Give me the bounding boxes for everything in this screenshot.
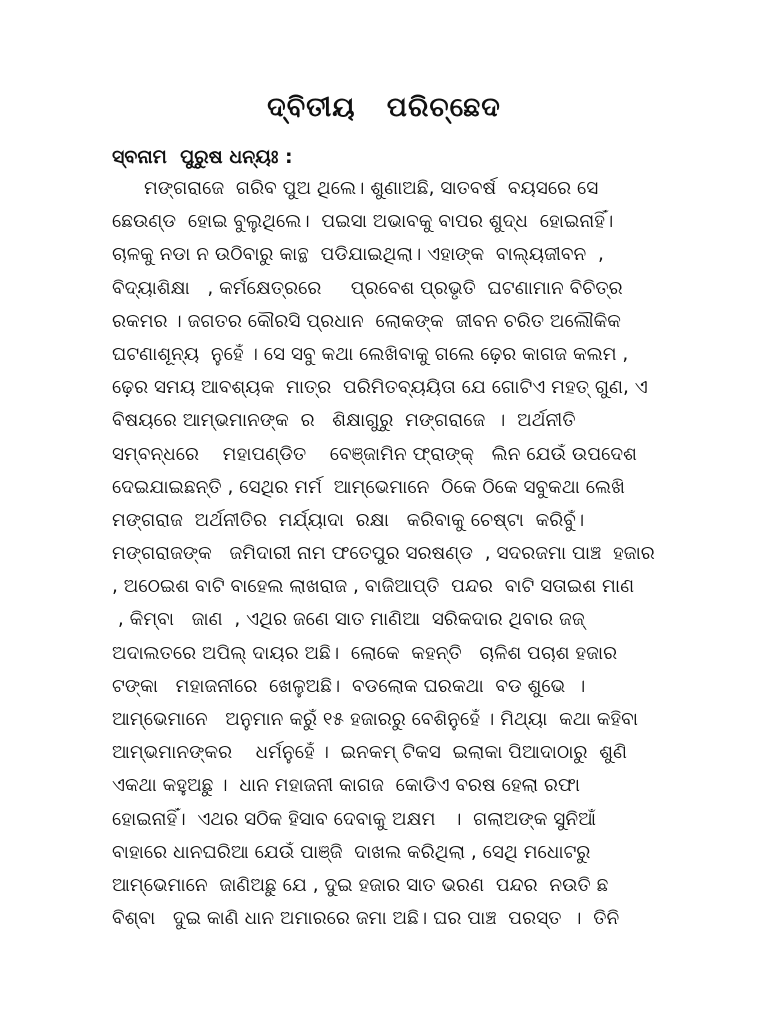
text-line: ଟଙ୍କା ମହାଜନୀରେ ଖେଳୁଅଛି। ବଡଲୋକ ଘରକଥା ବଡ ଶୁଭେ । (112, 675, 586, 697)
text-line: ଚାଳକୁ ନଡା ନ ଉଠିବାରୁ କାନ୍ଥ ପଡିଯାଇଥିଲା। ଏହାଙ୍କ ବାଲ୍ୟଜୀବନ , (112, 244, 604, 266)
text-line: ଆମ୍ଭମାନଙ୍କର ଧର୍ମନୁହେଁ । ଇନକମ୍ ଟିକସ ଇଲାକା ପିଆଦାଠାରୁ ଶୁଣି (112, 742, 627, 764)
text-line: , ଅଠେଇଶ ବାଟି ବାହେଲ ଲାଖରାଜ , ବାଜିଆପ୍ତି ପନ୍ଦର ବାଟି ସତାଇଶ ମାଣ (112, 576, 635, 598)
text-line: ମଙ୍ଗରାଜେ ଗରିବ ପୁଅ ଥିଲେ। ଶୁଣାଅଛି, ସାତବର୍ଷ ବୟସରେ ସେ (144, 178, 599, 199)
text-line: ଏକଥା କହୁଅଛୁ । ଧାନ ମହାଜନୀ କାଗଜ କୋଡିଏ ବରଷ ହେଲା ରଫା (112, 775, 580, 797)
text-line: ମଙ୍ଗରାଜ ଅର୍ଥନୀତିର ମର୍ଯ୍ୟାଦା ରକ୍ଷା କରିବାକୁ ଚେଷ୍ଟା କରିବୁଁ। (112, 509, 585, 531)
text-line: ବିଦ୍ୟାଶିକ୍ଷା , କର୍ମକ୍ଷେତ୍ରରେ ପ୍ରବେଶ ପ୍ରଭୃତି ଘଟଣାମାନ ବିଚିତ୍ର (112, 277, 623, 299)
text-line: ବିଶ୍ବା ଦୁଇ କାଣି ଧାନ ଅମାରରେ ଜମା ଅଛି। ଘର ପାଞ୍ଚ ପରସ୍ତ । ତିନି (112, 908, 620, 930)
text-line: ସମ୍ବନ୍ଧରେ ମହାପଣ୍ଡିତ ବେଞ୍ଜାମିନ ଫ୍ରାଙ୍କ୍ ଲିନ ଯେଉଁ ଉପଦେଶ (112, 443, 637, 465)
section-heading: ସ୍ବନାମ ପୁରୁଷ ଧନ୍ୟଃ : (112, 146, 293, 168)
body-text (112, 172, 672, 935)
text-line: ଆମ୍ଭେମାନେ ଜାଣିଅଛୁ ଯେ , ଦୁଇ ହଜାର ସାତ ଭରଣ ପନ୍ଦର ନଉତି ଛ (112, 874, 609, 896)
text-line: ହୋଇନାହିଁ। ଏଥର ସଠିକ ହିସାବ ଦେବାକୁ ଅକ୍ଷମ । ଗଲାଅଙ୍କ ସୁନିଆଁ (112, 808, 596, 830)
text-line: ବାହାରେ ଧାନଘରିଆ ଯେଉଁ ପାଞ୍ଜି ଦାଖଲ କରିଥିଲା , ସେଥି ମଧୋଟରୁ (112, 841, 591, 863)
text-line: ବିଷୟରେ ଆମ୍ଭମାନଙ୍କ ର ଶିକ୍ଷାଗୁରୁ ମଙ୍ଗରାଜେ । ଅର୍ଥନୀତି (112, 410, 576, 432)
text-line: ଘଟଣାଶୂନ୍ୟ ନୁହେଁ । ସେ ସବୁ କଥା ଲେଖିବାକୁ ଗଲେ ଢ଼େର କାଗଜ କଲମ , (112, 343, 629, 365)
chapter-title: ଦ୍ବିତୀୟ ପରିଚ୍ଛେଦ (267, 92, 501, 123)
text-line: ଆମ୍ଭେମାନେ ଅନୁମାନ କରୁଁ ୧୫ ହଜାରରୁ ବେଶିନୁହେଁ । ମିଥ୍ୟା କଥା କହିବା (112, 709, 639, 730)
text-line: ରକମର । ଜଗତର କୌରସି ପ୍ରଧାନ ଲୋକଙ୍କ ଜୀବନ ଚରିତ ଅଲୌକିକ (112, 310, 621, 332)
text-line: ଛେଉଣ୍ଡ ହୋଇ ବୁଲୁଥିଲେ। ପଇସା ଅଭାବକୁ ବାପର ଶୁଦ୍ଧ ହୋଇନାହିଁ। (112, 211, 614, 233)
text-line: , କିମ୍ବା ଜାଣ , ଏଥିର ଜଣେ ସାତ ମାଣିଆ ସରିକଦାର ଥିବାର ଜଜ୍ (112, 609, 585, 631)
text-line: ଢ଼େର ସମୟ ଆବଶ୍ୟକ ମାତ୍ର ପରିମିତବ୍ୟୟିତା ଯେ ଗୋଟିଏ ମହତ୍ ଗୁଣ, ଏ (112, 377, 648, 399)
text-line: ଅଦାଲତରେ ଅପିଲ୍ ଦାୟର ଅଛି। ଲୋକେ କହନ୍ତି ଚାଳିଶ ପଚାଶ ହଜାର (112, 642, 618, 664)
text-line: ଦେଇଯାଇଛନ୍ତି , ସେଥିର ମର୍ମ ଆମ୍ଭେମାନେ ଠିକେ ଠିକେ ସବୁକଥା ଲେଖି (112, 476, 625, 498)
text-line: ମଙ୍ଗରାଜଙ୍କ ଜମିଦାରୀ ନାମ ଫତେପୁର ସରଷଣ୍ଡ , ସଦରଜମା ପାଞ୍ଚ ହଜାର (112, 543, 655, 565)
